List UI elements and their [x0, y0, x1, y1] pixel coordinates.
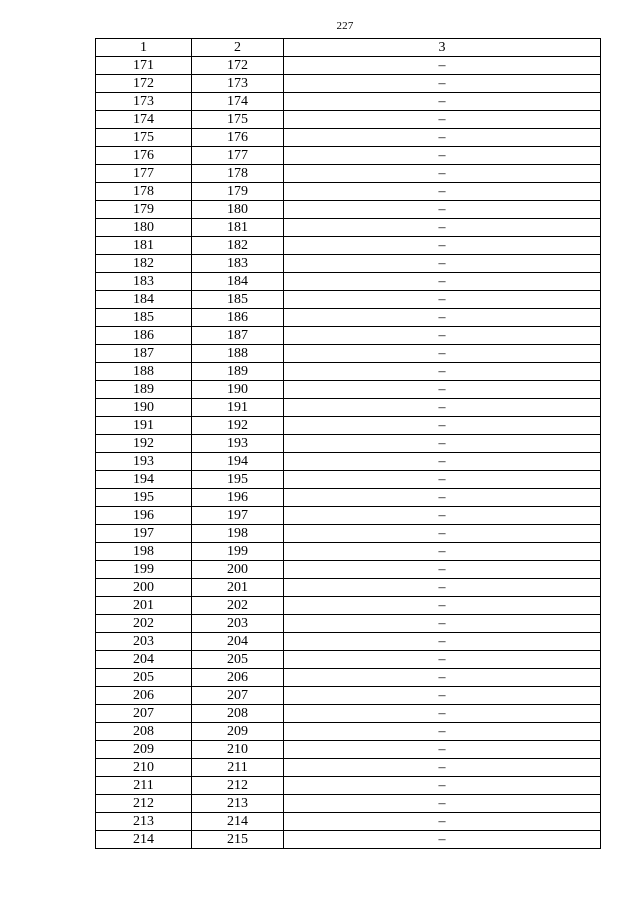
- data-table: [95, 38, 601, 849]
- table-cell-col1: 180: [96, 219, 192, 237]
- table-row: [96, 741, 601, 759]
- table-cell-col2: 196: [192, 489, 284, 507]
- table-row: [96, 147, 601, 165]
- table-row: [96, 399, 601, 417]
- table-cell-col3: –: [284, 291, 601, 309]
- table-row: [96, 489, 601, 507]
- table-cell-col1: 206: [96, 687, 192, 705]
- table-cell-col1: 171: [96, 57, 192, 75]
- column-header-3: 3: [284, 39, 601, 57]
- table-cell-col1: 194: [96, 471, 192, 489]
- table-cell-col3: –: [284, 75, 601, 93]
- table-cell-col3: –: [284, 273, 601, 291]
- table-cell-col2: 213: [192, 795, 284, 813]
- table-cell-col2: 186: [192, 309, 284, 327]
- table-cell-col2: 198: [192, 525, 284, 543]
- table-row: [96, 561, 601, 579]
- table-cell-col1: 186: [96, 327, 192, 345]
- table-cell-col2: 177: [192, 147, 284, 165]
- table-cell-col2: 187: [192, 327, 284, 345]
- table-cell-col3: –: [284, 381, 601, 399]
- table-row: [96, 237, 601, 255]
- table-cell-col3: –: [284, 525, 601, 543]
- table-cell-col3: –: [284, 597, 601, 615]
- table-cell-col2: 211: [192, 759, 284, 777]
- table-row: [96, 273, 601, 291]
- page-number: 227: [336, 20, 354, 32]
- table-cell-col2: 215: [192, 831, 284, 849]
- table-cell-col2: 172: [192, 57, 284, 75]
- table-row: [96, 417, 601, 435]
- table-cell-col1: 179: [96, 201, 192, 219]
- table-cell-col3: –: [284, 201, 601, 219]
- table-cell-col1: 184: [96, 291, 192, 309]
- table-cell-col3: –: [284, 813, 601, 831]
- table-row: [96, 777, 601, 795]
- table-cell-col1: 193: [96, 453, 192, 471]
- table-cell-col1: 211: [96, 777, 192, 795]
- table-cell-col2: 197: [192, 507, 284, 525]
- table-cell-col2: 208: [192, 705, 284, 723]
- table-row: [96, 309, 601, 327]
- table-cell-col1: 201: [96, 597, 192, 615]
- table-cell-col2: 206: [192, 669, 284, 687]
- table-cell-col2: 180: [192, 201, 284, 219]
- table-cell-col1: 205: [96, 669, 192, 687]
- table-row: [96, 75, 601, 93]
- table-cell-col2: 190: [192, 381, 284, 399]
- table-cell-col1: 195: [96, 489, 192, 507]
- table-row: [96, 291, 601, 309]
- table-row: [96, 723, 601, 741]
- table-cell-col2: 175: [192, 111, 284, 129]
- table-row: [96, 525, 601, 543]
- table-row: [96, 165, 601, 183]
- table-row: [96, 345, 601, 363]
- table-cell-col2: 181: [192, 219, 284, 237]
- table-cell-col2: 205: [192, 651, 284, 669]
- table-cell-col3: –: [284, 453, 601, 471]
- table-row: [96, 129, 601, 147]
- table-cell-col1: 191: [96, 417, 192, 435]
- table-cell-col3: –: [284, 471, 601, 489]
- table-cell-col1: 203: [96, 633, 192, 651]
- table-cell-col3: –: [284, 687, 601, 705]
- table-row: [96, 471, 601, 489]
- table-cell-col3: –: [284, 489, 601, 507]
- column-header-2: 2: [192, 39, 284, 57]
- table-row: [96, 831, 601, 849]
- table-cell-col2: 209: [192, 723, 284, 741]
- table-cell-col2: 207: [192, 687, 284, 705]
- table-cell-col3: –: [284, 651, 601, 669]
- table-row: [96, 795, 601, 813]
- table-cell-col2: 200: [192, 561, 284, 579]
- table-cell-col1: 187: [96, 345, 192, 363]
- table-cell-col2: 185: [192, 291, 284, 309]
- table-row: [96, 813, 601, 831]
- table-cell-col3: –: [284, 615, 601, 633]
- table-cell-col1: 198: [96, 543, 192, 561]
- table-cell-col3: –: [284, 57, 601, 75]
- table-cell-col3: –: [284, 165, 601, 183]
- table-row: [96, 183, 601, 201]
- table-cell-col1: 207: [96, 705, 192, 723]
- table-cell-col2: 188: [192, 345, 284, 363]
- table-cell-col3: –: [284, 669, 601, 687]
- table-cell-col1: 214: [96, 831, 192, 849]
- table-cell-col1: 197: [96, 525, 192, 543]
- table-row: [96, 705, 601, 723]
- table-row: [96, 255, 601, 273]
- table-cell-col3: –: [284, 309, 601, 327]
- table-row: [96, 363, 601, 381]
- table-cell-col3: –: [284, 795, 601, 813]
- table-cell-col1: 199: [96, 561, 192, 579]
- table-row: [96, 327, 601, 345]
- table-cell-col2: 179: [192, 183, 284, 201]
- table-cell-col3: –: [284, 741, 601, 759]
- table-row: [96, 93, 601, 111]
- table-cell-col3: –: [284, 777, 601, 795]
- table-cell-col1: 182: [96, 255, 192, 273]
- table-cell-col1: 190: [96, 399, 192, 417]
- table-cell-col1: 175: [96, 129, 192, 147]
- table-cell-col3: –: [284, 345, 601, 363]
- table-cell-col2: 193: [192, 435, 284, 453]
- table-cell-col1: 200: [96, 579, 192, 597]
- table-row: [96, 219, 601, 237]
- table-cell-col2: 214: [192, 813, 284, 831]
- table-cell-col2: 178: [192, 165, 284, 183]
- table-cell-col3: –: [284, 507, 601, 525]
- table-cell-col1: 189: [96, 381, 192, 399]
- table-cell-col1: 185: [96, 309, 192, 327]
- table-cell-col2: 173: [192, 75, 284, 93]
- table-cell-col1: 212: [96, 795, 192, 813]
- table-cell-col3: –: [284, 363, 601, 381]
- table-cell-col1: 192: [96, 435, 192, 453]
- table-row: [96, 201, 601, 219]
- table-cell-col3: –: [284, 147, 601, 165]
- table-cell-col3: –: [284, 327, 601, 345]
- table-row: [96, 597, 601, 615]
- table-row: [96, 453, 601, 471]
- table-cell-col2: 210: [192, 741, 284, 759]
- table-cell-col1: 188: [96, 363, 192, 381]
- table-cell-col3: –: [284, 705, 601, 723]
- table-row: [96, 57, 601, 75]
- table-cell-col2: 195: [192, 471, 284, 489]
- table-cell-col3: –: [284, 831, 601, 849]
- table-cell-col3: –: [284, 543, 601, 561]
- table-cell-col1: 204: [96, 651, 192, 669]
- table-cell-col2: 182: [192, 237, 284, 255]
- table-row: [96, 687, 601, 705]
- table-cell-col2: 184: [192, 273, 284, 291]
- table-cell-col3: –: [284, 579, 601, 597]
- table-row: [96, 381, 601, 399]
- table-body: [96, 57, 601, 849]
- table-cell-col2: 201: [192, 579, 284, 597]
- table-cell-col2: 194: [192, 453, 284, 471]
- table-cell-col3: –: [284, 723, 601, 741]
- table-row: [96, 615, 601, 633]
- table-row: [96, 633, 601, 651]
- table-cell-col2: 189: [192, 363, 284, 381]
- table-row: [96, 651, 601, 669]
- table-cell-col2: 174: [192, 93, 284, 111]
- table-cell-col3: –: [284, 399, 601, 417]
- header-row: [96, 39, 601, 57]
- table-cell-col2: 176: [192, 129, 284, 147]
- table-cell-col1: 181: [96, 237, 192, 255]
- table-cell-col1: 178: [96, 183, 192, 201]
- table-cell-col2: 202: [192, 597, 284, 615]
- table-cell-col2: 191: [192, 399, 284, 417]
- table-cell-col3: –: [284, 93, 601, 111]
- table-cell-col3: –: [284, 129, 601, 147]
- table-row: [96, 669, 601, 687]
- table-cell-col3: –: [284, 561, 601, 579]
- table-cell-col3: –: [284, 417, 601, 435]
- table-cell-col2: 204: [192, 633, 284, 651]
- table-cell-col1: 173: [96, 93, 192, 111]
- table-cell-col2: 203: [192, 615, 284, 633]
- table-cell-col3: –: [284, 633, 601, 651]
- table-cell-col1: 208: [96, 723, 192, 741]
- column-header-1: 1: [96, 39, 192, 57]
- table-row: [96, 579, 601, 597]
- table-row: [96, 435, 601, 453]
- table-cell-col3: –: [284, 219, 601, 237]
- table-cell-col3: –: [284, 183, 601, 201]
- table-row: [96, 507, 601, 525]
- table-cell-col1: 177: [96, 165, 192, 183]
- table-cell-col1: 202: [96, 615, 192, 633]
- table-cell-col1: 196: [96, 507, 192, 525]
- table-cell-col1: 172: [96, 75, 192, 93]
- table-cell-col1: 209: [96, 741, 192, 759]
- table-row: [96, 759, 601, 777]
- table-row: [96, 543, 601, 561]
- table-cell-col3: –: [284, 759, 601, 777]
- table-cell-col3: –: [284, 435, 601, 453]
- table-cell-col3: –: [284, 255, 601, 273]
- table-cell-col1: 213: [96, 813, 192, 831]
- table-cell-col2: 192: [192, 417, 284, 435]
- table-cell-col1: 174: [96, 111, 192, 129]
- table-cell-col3: –: [284, 111, 601, 129]
- table-row: [96, 111, 601, 129]
- table-cell-col1: 176: [96, 147, 192, 165]
- table-cell-col2: 183: [192, 255, 284, 273]
- table-cell-col2: 212: [192, 777, 284, 795]
- table-cell-col1: 210: [96, 759, 192, 777]
- table-cell-col3: –: [284, 237, 601, 255]
- table-cell-col1: 183: [96, 273, 192, 291]
- table-cell-col2: 199: [192, 543, 284, 561]
